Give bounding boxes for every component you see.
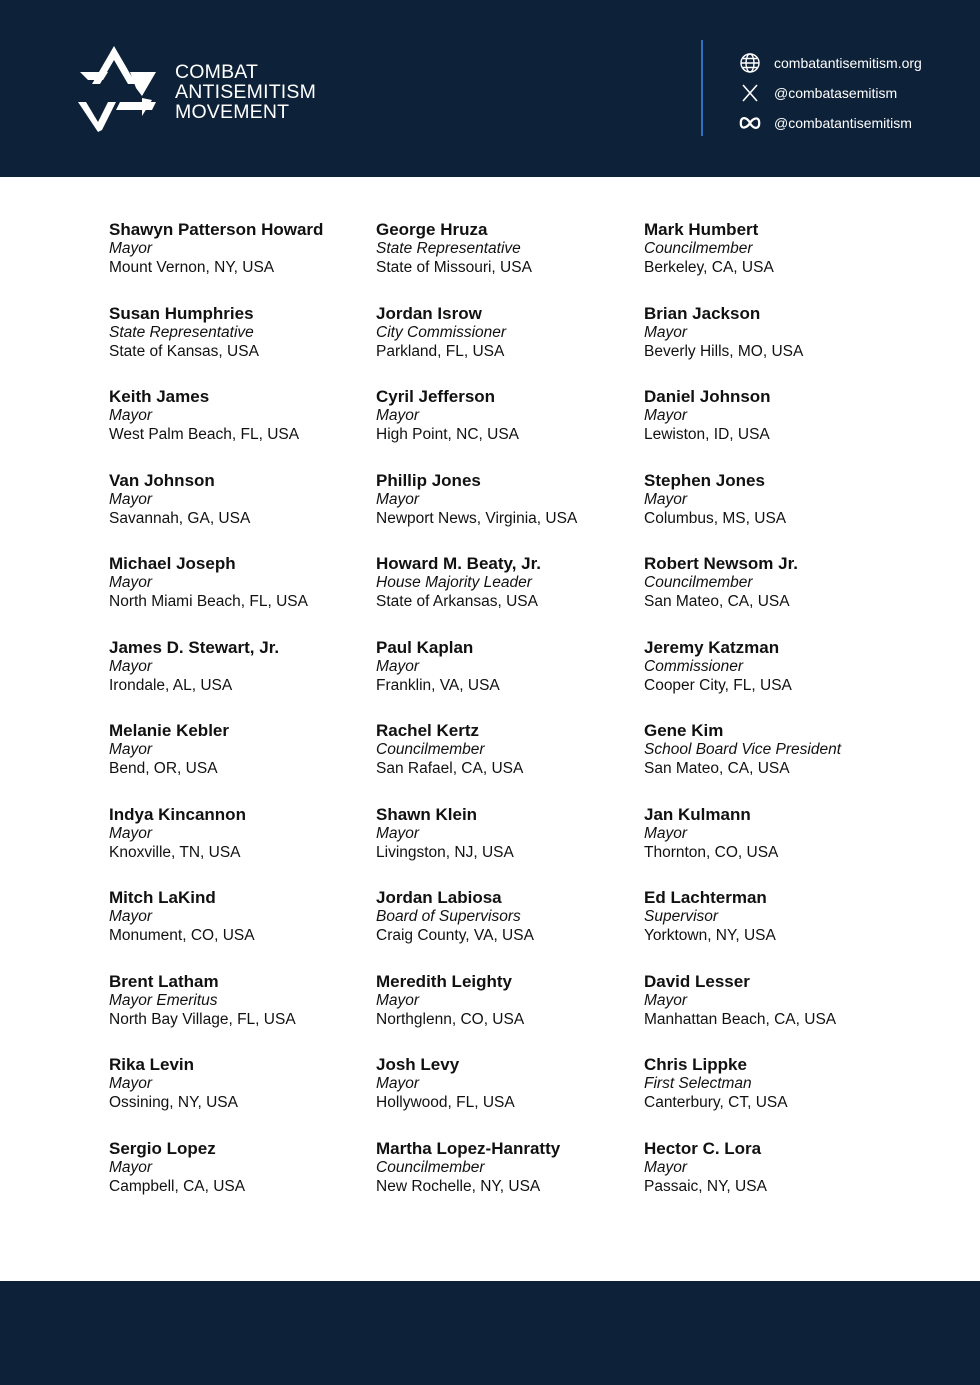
signatory-role: Mayor xyxy=(644,407,688,424)
signatory-location: New Rochelle, NY, USA xyxy=(376,1177,541,1195)
signatory-location: Campbell, CA, USA xyxy=(109,1177,246,1195)
signatory-location: Savannah, GA, USA xyxy=(109,509,251,527)
signatory-name: Cyril Jefferson xyxy=(376,387,496,406)
signatory-entry xyxy=(376,471,644,555)
signatory-entry xyxy=(376,721,644,805)
signatory-role: State Representative xyxy=(376,240,521,257)
signatory-location: Berkeley, CA, USA xyxy=(644,259,774,276)
signatory-role: Mayor xyxy=(376,490,420,508)
signatory-entry xyxy=(644,721,909,805)
signatory-name: Melanie Kebler xyxy=(109,721,229,740)
signatory-name: Brian Jackson xyxy=(644,303,761,323)
meta-icon xyxy=(738,111,762,135)
signatory-location: State of Missouri, USA xyxy=(376,259,532,276)
website-text: combatantisemitism.org xyxy=(774,55,922,71)
signatory-location: Monument, CO, USA xyxy=(109,927,255,944)
x-handle-link[interactable] xyxy=(738,78,922,108)
signatory-role: Mayor xyxy=(109,240,153,257)
signatory-name: Phillip Jones xyxy=(376,470,481,490)
signatory-name: George Hruza xyxy=(376,220,488,239)
signatory-name: Shawn Klein xyxy=(376,804,478,824)
signatory-location: High Point, NC, USA xyxy=(376,426,519,443)
signatory-location: Bend, OR, USA xyxy=(109,760,218,777)
signatory-location: Craig County, VA, USA xyxy=(376,927,534,944)
signatory-name: Hector C. Lora xyxy=(644,1138,762,1158)
signatory-entry xyxy=(109,1055,376,1139)
signatory-location: Cooper City, FL, USA xyxy=(644,676,792,694)
signatory-entry xyxy=(109,387,376,471)
signatory-name: Stephen Jones xyxy=(644,470,765,490)
signatory-entry xyxy=(376,1139,644,1223)
signatory-role: Councilmember xyxy=(644,574,753,591)
signatory-role: Mayor xyxy=(109,741,153,758)
signatory-role: Mayor xyxy=(376,991,420,1009)
signatory-role: Board of Supervisors xyxy=(376,908,521,925)
signatory-role: Commissioner xyxy=(644,657,744,675)
signatory-entry xyxy=(109,805,376,889)
signatory-entry xyxy=(109,721,376,805)
signatory-name: Jan Kulmann xyxy=(644,804,751,824)
signatory-name: Brent Latham xyxy=(109,971,219,991)
signatory-entry xyxy=(109,220,376,304)
signatory-location: Ossining, NY, USA xyxy=(109,1094,238,1111)
signatory-role: Supervisor xyxy=(644,908,719,925)
signatory-role: Mayor xyxy=(644,490,688,508)
signatory-name: Indya Kincannon xyxy=(109,804,246,824)
signatory-role: Mayor xyxy=(109,407,153,424)
signatory-entry xyxy=(109,1139,376,1223)
signatory-name: Howard M. Beaty, Jr. xyxy=(376,554,542,573)
signatory-name: Meredith Leighty xyxy=(376,971,513,991)
signatory-entry xyxy=(376,1055,644,1139)
signatory-location: State of Arkansas, USA xyxy=(376,593,538,610)
logo-line-2: ANTISEMITISM xyxy=(175,81,317,103)
signatory-name: Shawyn Patterson Howard xyxy=(109,220,324,239)
signatory-role: Mayor xyxy=(376,824,420,842)
signatory-grid xyxy=(109,220,909,1222)
logo-wordmark xyxy=(175,62,316,122)
signatory-entry xyxy=(644,471,909,555)
meta-handle-link[interactable] xyxy=(738,108,922,138)
signatory-name: Rika Levin xyxy=(109,1055,195,1074)
signatory-name: Sergio Lopez xyxy=(109,1138,216,1158)
signatory-location: Newport News, Virginia, USA xyxy=(376,509,578,527)
signatory-entry xyxy=(376,805,644,889)
website-link[interactable] xyxy=(738,48,922,78)
signatory-entry xyxy=(376,554,644,638)
header-divider xyxy=(701,40,703,136)
signatory-role: Mayor xyxy=(644,1158,688,1176)
signatory-entry xyxy=(109,638,376,722)
signatory-name: Gene Kim xyxy=(644,721,724,740)
signatory-location: North Bay Village, FL, USA xyxy=(109,1010,296,1028)
footer-banner xyxy=(0,1281,980,1385)
signatory-role: Mayor xyxy=(376,657,420,675)
signatory-entry xyxy=(644,805,909,889)
signatory-location: State of Kansas, USA xyxy=(109,342,259,360)
signatory-role: Mayor xyxy=(109,1158,153,1176)
signatory-role: School Board Vice President xyxy=(644,741,842,758)
star-of-david-logo-icon xyxy=(72,40,162,138)
signatory-roster xyxy=(109,220,909,1222)
signatory-name: David Lesser xyxy=(644,971,750,991)
contact-list xyxy=(738,48,922,138)
signatory-entry xyxy=(644,220,909,304)
signatory-role: Mayor xyxy=(109,657,153,675)
signatory-location: Mount Vernon, NY, USA xyxy=(109,259,275,276)
signatory-entry xyxy=(376,888,644,972)
x-handle-text: @combatasemitism xyxy=(774,85,898,101)
signatory-location: Yorktown, NY, USA xyxy=(644,927,776,944)
signatory-name: Jeremy Katzman xyxy=(644,637,780,657)
signatory-location: Hollywood, FL, USA xyxy=(376,1094,515,1111)
logo-line-1: COMBAT xyxy=(175,61,259,83)
signatory-location: San Mateo, CA, USA xyxy=(644,593,790,610)
signatory-entry xyxy=(376,638,644,722)
signatory-name: Jordan Labiosa xyxy=(376,888,502,907)
signatory-entry xyxy=(109,471,376,555)
signatory-location: San Rafael, CA, USA xyxy=(376,760,524,777)
signatory-role: Mayor Emeritus xyxy=(109,991,218,1009)
signatory-entry xyxy=(644,972,909,1056)
signatory-name: Jordan Isrow xyxy=(376,303,482,323)
signatory-location: Columbus, MS, USA xyxy=(644,509,787,527)
signatory-entry xyxy=(644,1139,909,1223)
signatory-name: Robert Newsom Jr. xyxy=(644,554,798,573)
signatory-name: James D. Stewart, Jr. xyxy=(109,637,280,657)
signatory-role: Mayor xyxy=(109,824,153,842)
signatory-entry xyxy=(109,972,376,1056)
signatory-location: Beverly Hills, MO, USA xyxy=(644,342,804,360)
signatory-role: Mayor xyxy=(109,490,153,508)
signatory-location: Irondale, AL, USA xyxy=(109,676,233,694)
signatory-entry xyxy=(644,1055,909,1139)
signatory-location: North Miami Beach, FL, USA xyxy=(109,593,308,610)
signatory-entry xyxy=(644,638,909,722)
signatory-name: Van Johnson xyxy=(109,470,215,490)
signatory-entry xyxy=(376,387,644,471)
signatory-role: First Selectman xyxy=(644,1075,752,1092)
signatory-role: Mayor xyxy=(376,407,420,424)
signatory-entry xyxy=(376,220,644,304)
signatory-location: Livingston, NJ, USA xyxy=(376,843,514,861)
signatory-name: Ed Lachterman xyxy=(644,888,767,907)
signatory-location: Franklin, VA, USA xyxy=(376,676,500,694)
signatory-location: Canterbury, CT, USA xyxy=(644,1094,788,1111)
signatory-name: Mark Humbert xyxy=(644,220,759,239)
signatory-location: Lewiston, ID, USA xyxy=(644,426,770,443)
signatory-location: Thornton, CO, USA xyxy=(644,843,779,861)
signatory-entry xyxy=(644,304,909,388)
signatory-entry xyxy=(644,387,909,471)
signatory-name: Chris Lippke xyxy=(644,1055,747,1074)
signatory-role: City Commissioner xyxy=(376,323,507,341)
signatory-name: Josh Levy xyxy=(376,1055,460,1074)
signatory-entry xyxy=(376,972,644,1056)
signatory-location: Manhattan Beach, CA, USA xyxy=(644,1010,837,1028)
signatory-role: Councilmember xyxy=(376,741,485,758)
logo-line-3: MOVEMENT xyxy=(175,101,290,123)
signatory-name: Keith James xyxy=(109,387,210,406)
header-banner xyxy=(0,0,980,177)
globe-icon xyxy=(738,51,762,75)
signatory-name: Mitch LaKind xyxy=(109,888,216,907)
signatory-name: Michael Joseph xyxy=(109,554,236,573)
signatory-name: Martha Lopez-Hanratty xyxy=(376,1138,561,1158)
signatory-role: Mayor xyxy=(376,1075,420,1092)
signatory-location: West Palm Beach, FL, USA xyxy=(109,426,300,443)
meta-handle-text: @combatantisemitism xyxy=(774,115,912,131)
x-icon xyxy=(738,81,762,105)
signatory-name: Rachel Kertz xyxy=(376,721,479,740)
signatory-entry xyxy=(109,888,376,972)
signatory-location: San Mateo, CA, USA xyxy=(644,760,790,777)
signatory-location: Northglenn, CO, USA xyxy=(376,1010,525,1028)
signatory-role: Mayor xyxy=(644,824,688,842)
signatory-name: Daniel Johnson xyxy=(644,387,771,406)
signatory-role: Mayor xyxy=(644,991,688,1009)
signatory-role: Mayor xyxy=(644,323,688,341)
signatory-location: Knoxville, TN, USA xyxy=(109,843,241,861)
signatory-name: Paul Kaplan xyxy=(376,637,474,657)
signatory-role: Councilmember xyxy=(376,1158,485,1176)
signatory-entry xyxy=(644,554,909,638)
signatory-entry xyxy=(109,554,376,638)
signatory-role: Councilmember xyxy=(644,240,753,257)
signatory-entry xyxy=(644,888,909,972)
signatory-entry xyxy=(376,304,644,388)
signatory-location: Parkland, FL, USA xyxy=(376,342,505,360)
signatory-location: Passaic, NY, USA xyxy=(644,1177,767,1195)
signatory-role: Mayor xyxy=(109,574,153,591)
signatory-role: Mayor xyxy=(109,908,153,925)
signatory-role: House Majority Leader xyxy=(376,574,532,591)
signatory-role: Mayor xyxy=(109,1075,153,1092)
signatory-entry xyxy=(109,304,376,388)
signatory-role: State Representative xyxy=(109,323,254,341)
signatory-name: Susan Humphries xyxy=(109,303,254,323)
